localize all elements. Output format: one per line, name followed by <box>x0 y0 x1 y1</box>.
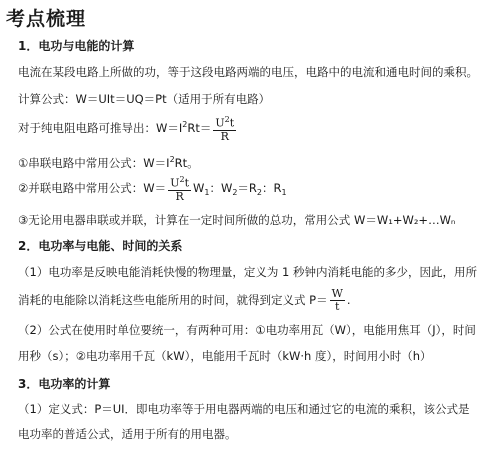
s2-paragraph-1: （1）电功率是反映电能消耗快慢的物理量，定义为 1 秒钟内消耗电能的多少，因此，用所 <box>18 265 477 279</box>
s2-paragraph-3: （2）公式在使用时单位要统一，有两种可用：①电功率用瓦（W），电能用焦耳（J），时间 <box>18 323 476 337</box>
denominator: t <box>335 300 340 313</box>
page-title: 考点梳理 <box>6 8 87 30</box>
section-3-heading: 3．电功率的计算 <box>18 377 111 391</box>
section-1-heading: 1．电功与电能的计算 <box>18 39 135 53</box>
s1-parallel-formula: ②并联电路中常用公式：W＝ $\frac{U^2t}{R}$ $W_1$：$W_2=R_2$：$R_1$ <box>18 175 287 203</box>
superscript: 2 <box>182 120 188 129</box>
denominator: R <box>220 129 229 143</box>
text: 对于纯电阻电路可推导出：W＝I <box>18 120 183 135</box>
s1-series-formula: ①串联电路中常用公式：$W=I^2Rt$。 <box>18 155 199 170</box>
s1-formula-pure-resistance <box>18 114 238 143</box>
section-2-heading: 2．电功率与电能、时间的关系 <box>18 239 183 253</box>
s2-paragraph-4: 用秒（s）；②电功率用千瓦（kW），电能用千瓦时（kW·h 度），时间用小时（h） <box>18 349 432 363</box>
s1-total-work: ③无论用电器串联或并联，计算在一定时间所做的总功，常用公式 W＝W₁+W₂+…Wₙ <box>18 213 456 227</box>
text: Rt＝ <box>187 120 212 135</box>
s1-formula-general: 计算公式：W＝UIt＝UQ＝Pt（适用于所有电路） <box>18 92 271 106</box>
s3-paragraph-2: 电功率的普适公式，适用于所有的用电器。 <box>18 427 237 441</box>
s2-paragraph-2: 消耗的电能除以消耗这些电能所用的时间，就得到定义式 P＝ $\frac{W}{t}$ . <box>18 287 351 313</box>
denominator: R <box>175 189 184 203</box>
fraction <box>213 114 236 143</box>
fraction <box>168 174 191 203</box>
numerator: W <box>331 287 343 300</box>
numerator: $U^2t$ <box>215 115 235 130</box>
s1-paragraph-1: 电流在某段电路上所做的功，等于这段电路两端的电压，电路中的电流和通电时间的乘积。 <box>18 65 478 79</box>
numerator: $U^2t$ <box>170 175 189 190</box>
s3-paragraph-1: （1）定义式：P＝UI．即电功率等于用电器两端的电压和通过它的电流的乘积，该公式是 <box>18 402 470 416</box>
fraction <box>330 288 345 313</box>
